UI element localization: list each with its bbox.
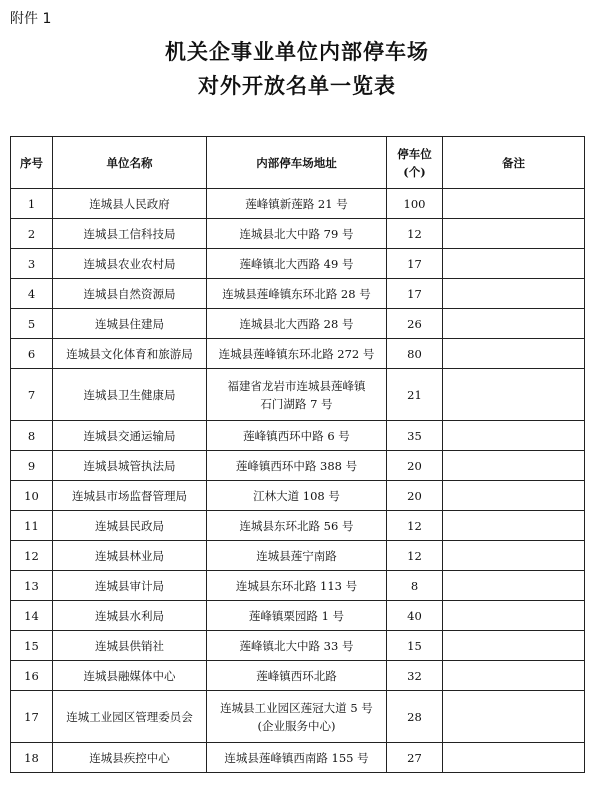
table-row [11, 631, 585, 661]
cell-spaces: 100 [387, 189, 443, 219]
cell-address [207, 631, 387, 661]
cell-remarks [443, 189, 585, 219]
cell-address-line1: 莲峰镇新莲路 21 号 [245, 196, 348, 211]
table-row [11, 601, 585, 631]
cell-address [207, 511, 387, 541]
cell-address-line1: 莲峰镇西环北路 [256, 668, 337, 683]
cell-spaces: 35 [387, 421, 443, 451]
cell-address-line1: 莲峰镇西环中路 6 号 [243, 428, 350, 443]
cell-remarks [443, 601, 585, 631]
cell-unit: 连城工业园区管理委员会 [53, 691, 207, 743]
cell-address-line1: 连城县东环北路 56 号 [239, 518, 354, 533]
cell-address [207, 451, 387, 481]
header-spaces [387, 137, 443, 189]
cell-address-line1: 莲峰镇西环中路 388 号 [235, 458, 358, 473]
cell-index: 14 [11, 601, 53, 631]
cell-unit: 连城县城管执法局 [53, 451, 207, 481]
cell-index: 2 [11, 219, 53, 249]
table-row [11, 219, 585, 249]
cell-index: 1 [11, 189, 53, 219]
cell-address-line1: 连城县莲宁南路 [256, 548, 337, 563]
cell-index: 3 [11, 249, 53, 279]
table-row [11, 481, 585, 511]
cell-address [207, 601, 387, 631]
attachment-label: 附件 1 [10, 11, 52, 27]
cell-index: 15 [11, 631, 53, 661]
cell-remarks [443, 309, 585, 339]
cell-unit: 连城县交通运输局 [53, 421, 207, 451]
cell-spaces: 28 [387, 691, 443, 743]
cell-remarks [443, 661, 585, 691]
cell-address [207, 743, 387, 773]
cell-remarks [443, 541, 585, 571]
table-header-row [11, 137, 585, 189]
cell-index: 6 [11, 339, 53, 369]
cell-unit: 连城县水利局 [53, 601, 207, 631]
header-unit: 单位名称 [53, 137, 207, 189]
cell-address [207, 249, 387, 279]
header-remarks: 备注 [443, 137, 585, 189]
cell-remarks [443, 511, 585, 541]
cell-address-line1: 连城县北大西路 28 号 [239, 316, 354, 331]
table-row [11, 249, 585, 279]
table-row [11, 421, 585, 451]
cell-spaces: 20 [387, 451, 443, 481]
table-row [11, 369, 585, 421]
cell-unit: 连城县自然资源局 [53, 279, 207, 309]
cell-index: 16 [11, 661, 53, 691]
table-body [11, 189, 585, 773]
table-row [11, 691, 585, 743]
cell-remarks [443, 339, 585, 369]
cell-index: 5 [11, 309, 53, 339]
table-row [11, 339, 585, 369]
cell-address [207, 219, 387, 249]
cell-index: 7 [11, 369, 53, 421]
cell-unit: 连城县工信科技局 [53, 219, 207, 249]
cell-remarks [443, 631, 585, 661]
table-row [11, 309, 585, 339]
cell-unit: 连城县林业局 [53, 541, 207, 571]
cell-remarks [443, 451, 585, 481]
cell-unit: 连城县疾控中心 [53, 743, 207, 773]
cell-spaces: 15 [387, 631, 443, 661]
cell-index: 10 [11, 481, 53, 511]
table-row [11, 661, 585, 691]
cell-address-line2: 石门湖路 7 号 [260, 396, 333, 411]
cell-spaces: 17 [387, 249, 443, 279]
cell-index: 12 [11, 541, 53, 571]
cell-spaces: 20 [387, 481, 443, 511]
table-row [11, 511, 585, 541]
cell-spaces: 80 [387, 339, 443, 369]
cell-spaces: 17 [387, 279, 443, 309]
cell-unit: 连城县农业农村局 [53, 249, 207, 279]
cell-address-line1: 江林大道 108 号 [253, 488, 340, 503]
document-title-line1: 机关企事业单位内部停车场 [165, 39, 429, 64]
cell-remarks [443, 219, 585, 249]
cell-unit: 连城县人民政府 [53, 189, 207, 219]
cell-index: 17 [11, 691, 53, 743]
cell-spaces: 32 [387, 661, 443, 691]
cell-remarks [443, 249, 585, 279]
cell-address-line1: 莲峰镇栗园路 1 号 [248, 608, 345, 623]
cell-spaces: 12 [387, 541, 443, 571]
cell-address-line1: 连城县北大中路 79 号 [239, 226, 354, 241]
cell-spaces: 12 [387, 219, 443, 249]
cell-unit: 连城县民政局 [53, 511, 207, 541]
cell-index: 8 [11, 421, 53, 451]
cell-unit: 连城县市场监督管理局 [53, 481, 207, 511]
cell-address [207, 309, 387, 339]
cell-address-line1: 连城县莲峰镇东环北路 28 号 [222, 286, 371, 301]
header-spaces-line1: 停车位 [397, 146, 432, 161]
cell-address [207, 369, 387, 421]
cell-address [207, 571, 387, 601]
cell-unit: 连城县审计局 [53, 571, 207, 601]
cell-address-line1: 福建省龙岩市连城县莲峰镇 [227, 378, 366, 393]
header-spaces-line2: (个) [403, 164, 426, 179]
cell-index: 9 [11, 451, 53, 481]
table-row [11, 571, 585, 601]
cell-remarks [443, 571, 585, 601]
cell-spaces: 12 [387, 511, 443, 541]
table-row [11, 541, 585, 571]
cell-address [207, 541, 387, 571]
table-row [11, 279, 585, 309]
cell-remarks [443, 279, 585, 309]
cell-unit: 连城县融媒体中心 [53, 661, 207, 691]
cell-address-line1: 莲峰镇北大中路 33 号 [239, 638, 354, 653]
header-address: 内部停车场地址 [207, 137, 387, 189]
cell-unit: 连城县卫生健康局 [53, 369, 207, 421]
cell-address [207, 691, 387, 743]
parking-table [10, 136, 585, 773]
table-row [11, 743, 585, 773]
cell-address-line1: 连城县工业园区莲冠大道 5 号 [220, 700, 373, 715]
cell-remarks [443, 481, 585, 511]
cell-address-line1: 连城县莲峰镇东环北路 272 号 [218, 346, 375, 361]
table-row [11, 189, 585, 219]
cell-remarks [443, 369, 585, 421]
cell-spaces: 8 [387, 571, 443, 601]
cell-spaces: 21 [387, 369, 443, 421]
table-row [11, 451, 585, 481]
cell-address [207, 279, 387, 309]
cell-address [207, 661, 387, 691]
cell-address-line1: 连城县莲峰镇西南路 155 号 [224, 750, 369, 765]
cell-remarks [443, 421, 585, 451]
cell-address-line2: (企业服务中心) [257, 718, 336, 733]
cell-index: 13 [11, 571, 53, 601]
cell-unit: 连城县文化体育和旅游局 [53, 339, 207, 369]
document-title-line2: 对外开放名单一览表 [198, 73, 396, 98]
cell-address [207, 421, 387, 451]
cell-spaces: 27 [387, 743, 443, 773]
cell-address [207, 189, 387, 219]
cell-spaces: 26 [387, 309, 443, 339]
cell-unit: 连城县住建局 [53, 309, 207, 339]
header-index: 序号 [11, 137, 53, 189]
cell-index: 18 [11, 743, 53, 773]
cell-spaces: 40 [387, 601, 443, 631]
cell-address [207, 339, 387, 369]
cell-index: 4 [11, 279, 53, 309]
cell-address [207, 481, 387, 511]
cell-address-line1: 连城县东环北路 113 号 [235, 578, 358, 593]
cell-unit: 连城县供销社 [53, 631, 207, 661]
cell-remarks [443, 743, 585, 773]
cell-address-line1: 莲峰镇北大西路 49 号 [239, 256, 354, 271]
cell-remarks [443, 691, 585, 743]
cell-index: 11 [11, 511, 53, 541]
